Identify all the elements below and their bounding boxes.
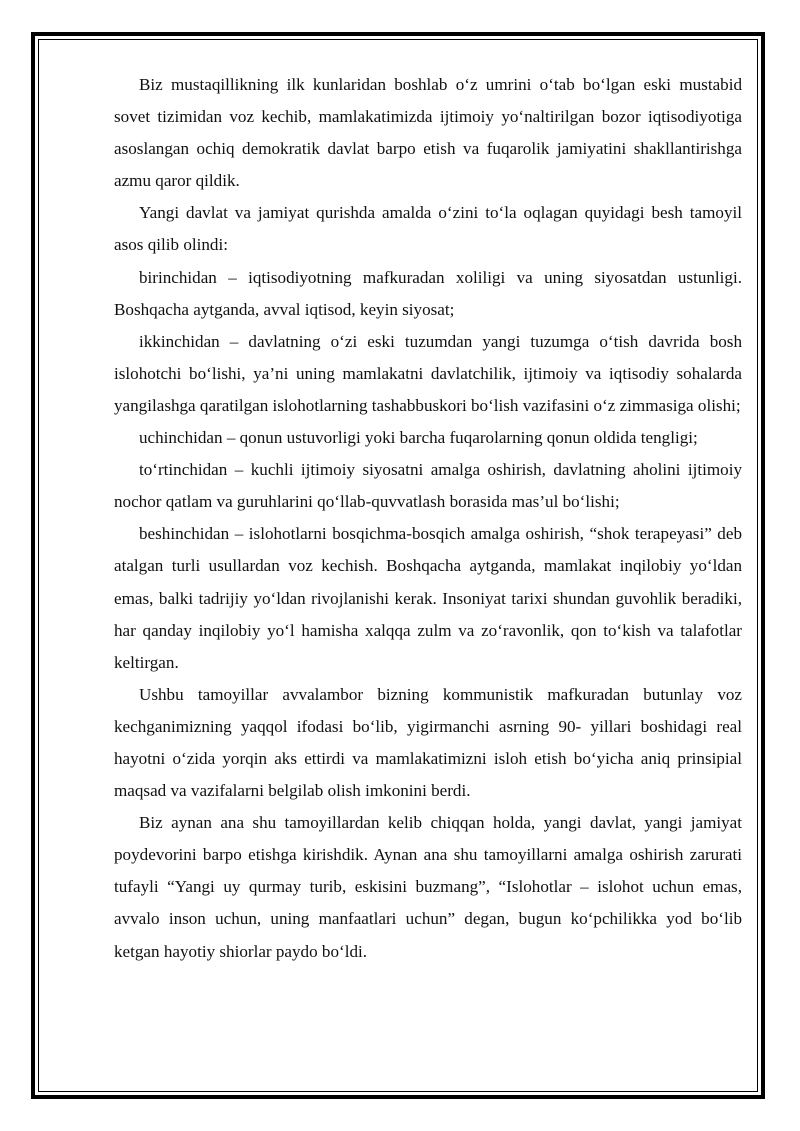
paragraph: Biz mustaqillikning ilk kunlaridan boshlab o‘z umrini o‘tab bo‘lgan eski mustabid sovet tizimidan voz kechib, mamlakatimizda ijtimoiy yo‘naltirilgan bozor iqtisodiyotiga asoslangan ochiq demokratik davlat barpo etish va fuqarolik jamiyatini shakllantirishga azmu qaror qildik. xyxy=(114,75,742,191)
paragraph: beshinchidan – islohotlarni bosqichma-bosqich amalga oshirish, “shok terapeyasi” deb atalgan turli usullardan voz kechish. Boshqacha aytganda, mamlakat inqilobiy yo‘ldan emas, balki tadrijiy yo‘ldan rivojlanishi kerak. Insoniyat tarixi shundan guvohlik beradiki, har qanday inqilobiy yo‘l hamisha xalqqa zulm va zo‘ravonlik, qon to‘kish va talafotlar keltirgan. xyxy=(114,524,742,672)
paragraph: to‘rtinchidan – kuchli ijtimoiy siyosatni amalga oshirish, davlatning aholini ijtimoiy nochor qatlam va guruhlarini qo‘llab-quvvatlash borasida mas’ul bo‘lishi; xyxy=(114,460,742,512)
paragraph: uchinchidan – qonun ustuvorligi yoki barcha fuqarolarning qonun oldida tengligi; xyxy=(139,428,698,448)
paragraph: ikkinchidan – davlatning o‘zi eski tuzumdan yangi tuzumga o‘tish davrida bosh islohotchi bo‘lishi, ya’ni uning mamlakatni davlatchilik, ijtimoiy va iqtisodiy sohalarda yangilashga qaratilgan islohotlarning tashabbuskori bo‘lish vazifasini o‘z zimmasiga olishi; xyxy=(114,331,742,415)
paragraph: Yangi davlat va jamiyat qurishda amalda o‘zini to‘la oqlagan quyidagi besh tamoyil asos qilib olindi: xyxy=(114,203,742,255)
paragraph: Ushbu tamoyillar avvalambor bizning kommunistik mafkuradan butunlay voz kechganimizning yaqqol ifodasi bo‘lib, yigirmanchi asrning 90- yillari boshidagi real hayotni o‘zida yorqin aks ettirdi va mamlakatimizni isloh etish bo‘yicha aniq prinsipial maqsad va vazifalarni belgilab olish imkonini berdi. xyxy=(114,684,742,801)
paragraph: birinchidan – iqtisodiyotning mafkuradan xoliligi va uning siyosatdan ustunligi. Boshqacha aytganda, avval iqtisod, keyin siyosat; xyxy=(114,267,742,319)
paragraph: Biz aynan ana shu tamoyillardan kelib chiqqan holda, yangi davlat, yangi jamiyat poydevorini barpo etishga kirishdik. Aynan ana shu tamoyillarni amalga oshirish zarurati tufayli “Yangi uy qurmay turib, eskisini buzmang”, “Islohotlar – islohot uchun emas, avvalo inson uchun, uning manfaatlari uchun” degan, bugun ko‘pchilikka yod bo‘lib ketgan hayotiy shiorlar paydo bo‘ldi. xyxy=(114,813,742,961)
document-body xyxy=(114,69,742,968)
